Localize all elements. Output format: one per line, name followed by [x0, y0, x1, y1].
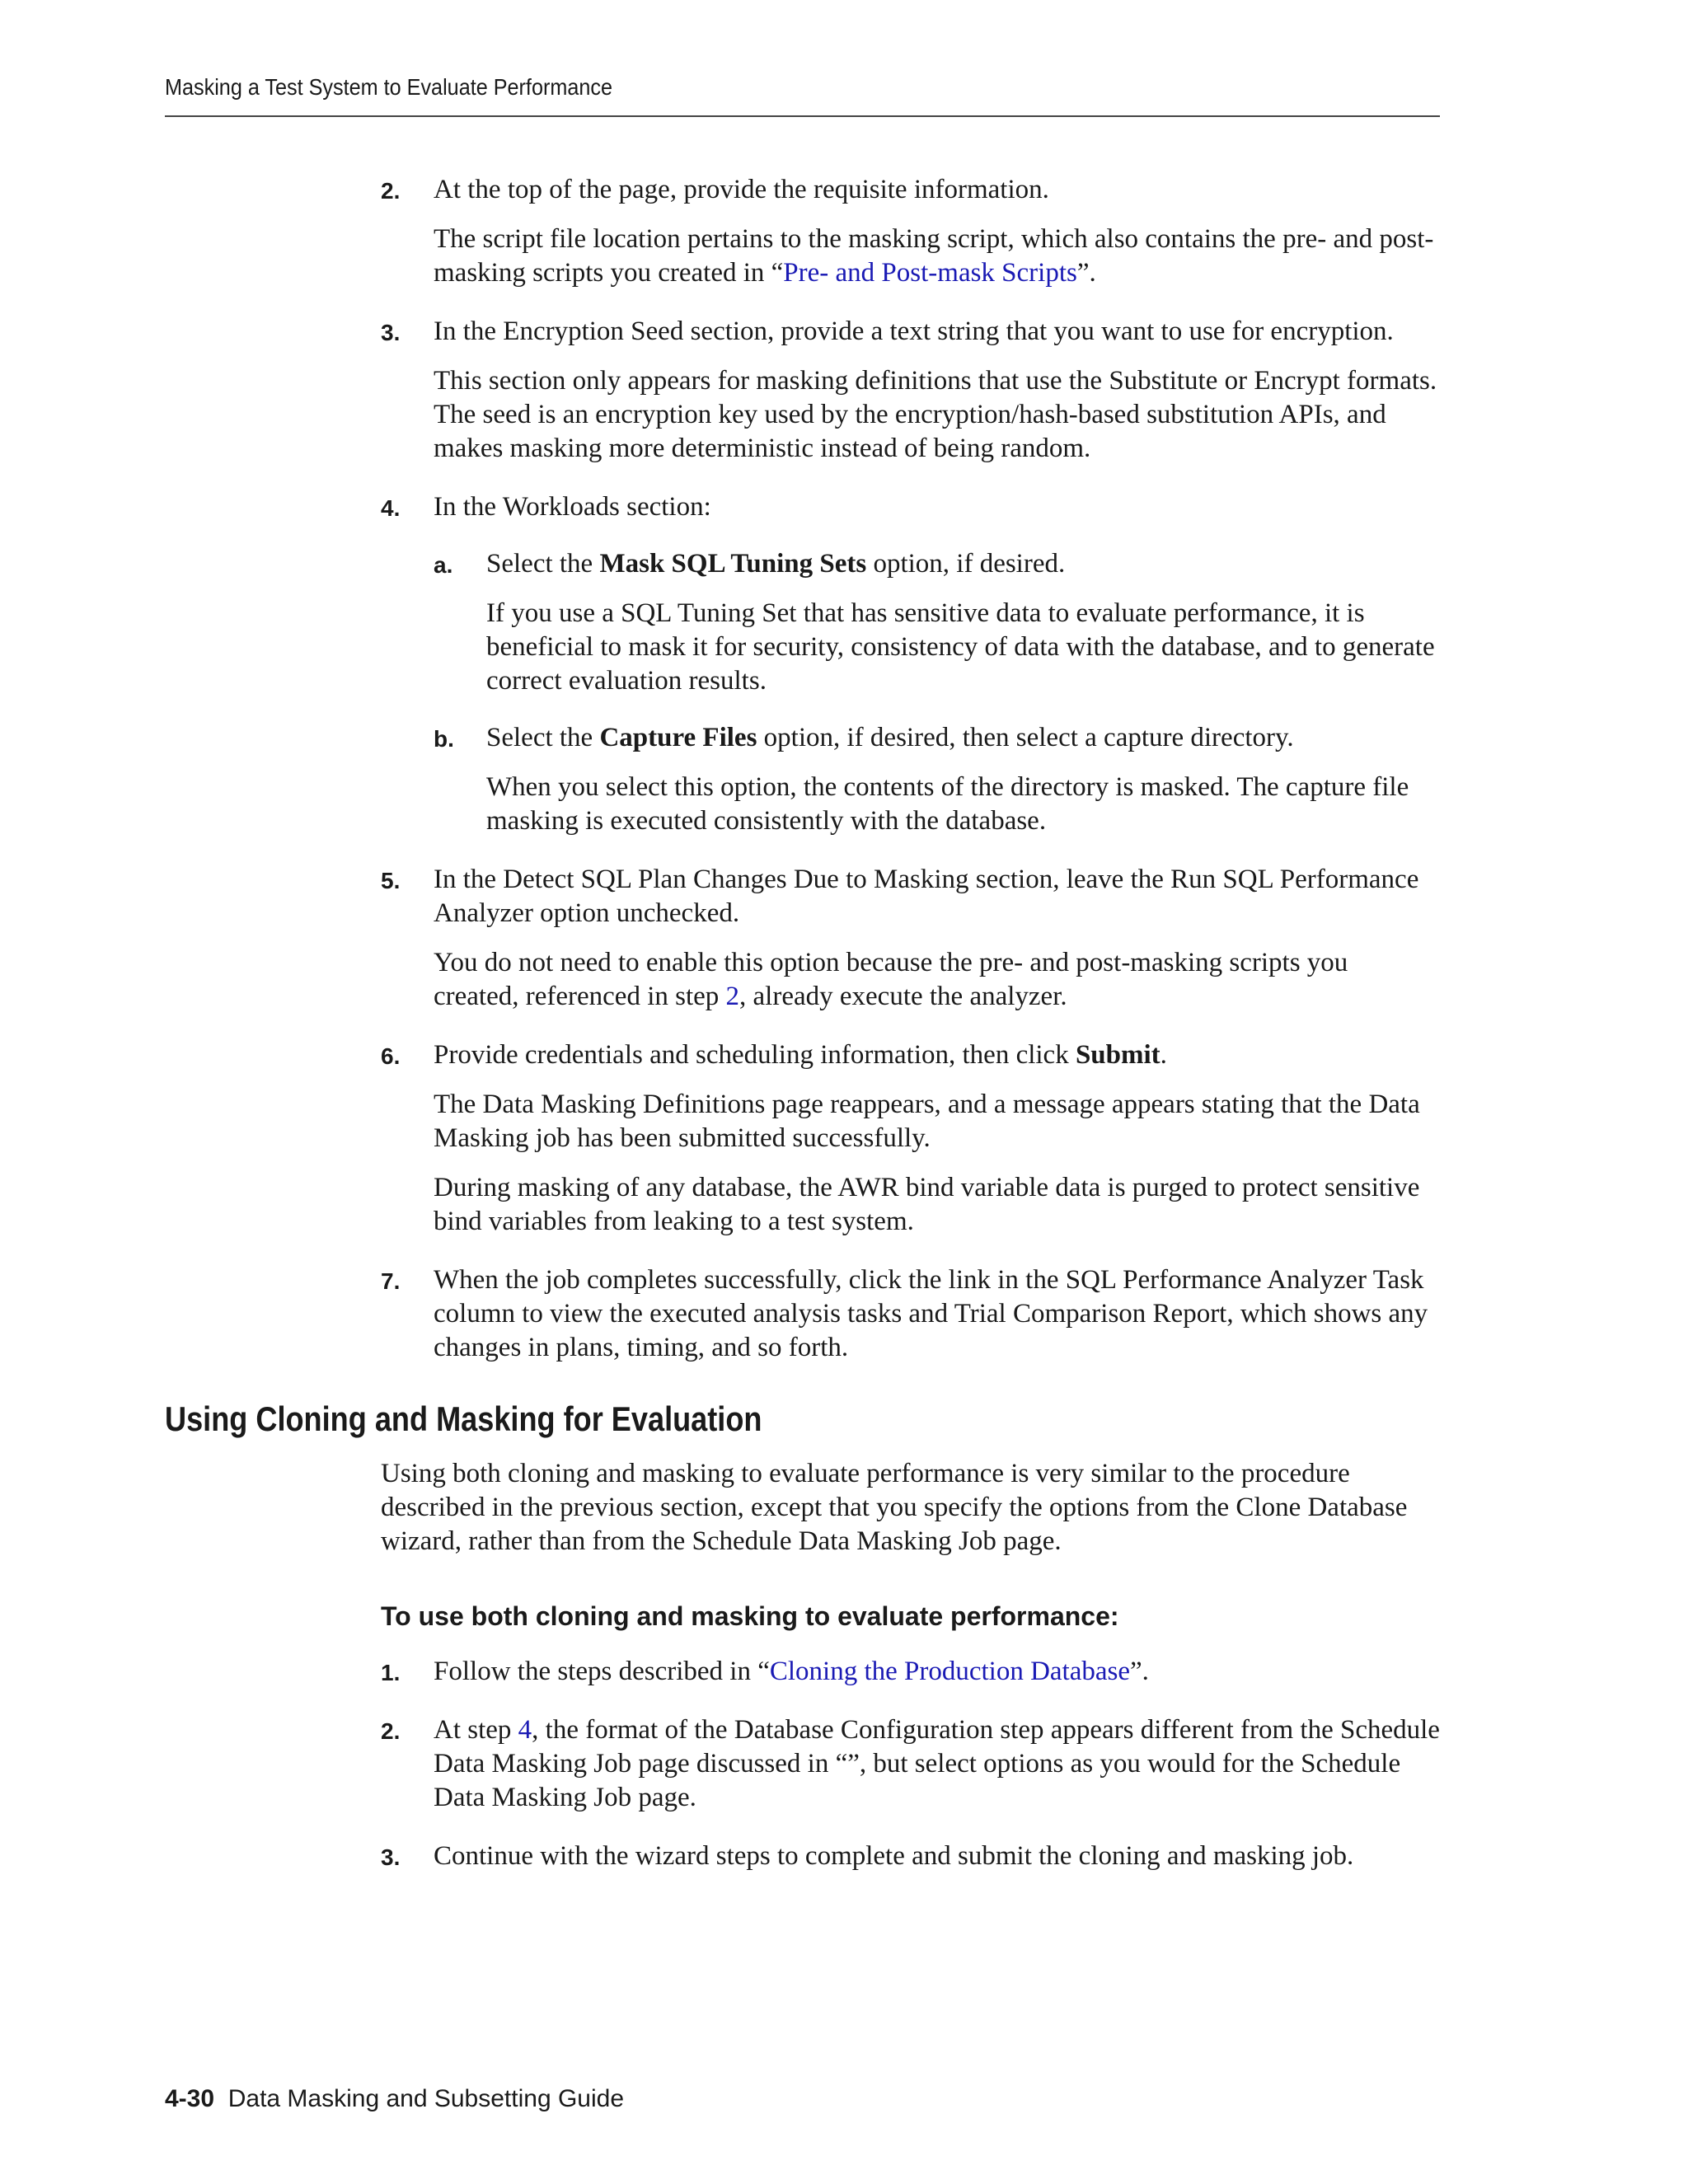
step-number: 6. — [381, 1043, 401, 1069]
substep-letter: b. — [434, 726, 454, 752]
text-run: ”. — [1076, 258, 1096, 288]
substep-a — [434, 547, 1440, 698]
substep-explanation: When you select this option, the contents of the directory is masked. The capture file masking is executed consistently with the database. — [486, 772, 1409, 836]
step-text — [434, 1038, 1440, 1072]
text-run: Provide credentials and scheduling information, then click — [434, 1040, 1076, 1070]
text-run: ”. — [1130, 1657, 1149, 1686]
step-explanation — [434, 946, 1440, 1014]
text-run: . — [1160, 1040, 1167, 1070]
step-7 — [381, 1263, 1440, 1365]
substeps-list — [434, 547, 1440, 838]
link-step-4[interactable]: 4 — [518, 1715, 532, 1745]
clone-step-1 — [381, 1655, 1440, 1689]
page-footer — [165, 2085, 624, 2113]
step-text: In the Workloads section: — [434, 492, 711, 522]
link-cloning-production-database[interactable]: Cloning the Production Database — [769, 1657, 1131, 1686]
substep-text — [486, 721, 1440, 755]
step-explanation — [434, 223, 1440, 290]
ui-term-capture-files: Capture Files — [599, 723, 757, 752]
step-number: 1. — [381, 1660, 401, 1685]
text-run: Select the — [486, 723, 600, 752]
text-run: Follow the steps described in “ — [434, 1657, 770, 1686]
step-2 — [381, 173, 1440, 290]
running-header: Masking a Test System to Evaluate Performance — [165, 74, 612, 100]
step-text: In the Encryption Seed section, provide a text string that you want to use for encryption. — [434, 316, 1394, 346]
text-run: You do not need to enable this option because the pre- and post-masking scripts you created, referenced in step — [434, 948, 1348, 1011]
step-text: In the Detect SQL Plan Changes Due to Masking section, leave the Run SQL Performance Analyzer option unchecked. — [434, 865, 1419, 928]
step-explanation: This section only appears for masking definitions that use the Substitute or Encrypt formats. The seed is an encryption key used by the encryption/hash-based substitution APIs, and makes masking more deterministic instead of being random. — [434, 366, 1437, 463]
page-number: 4-30 — [165, 2085, 215, 2112]
header-rule — [165, 115, 1440, 117]
step-text: Continue with the wizard steps to complete and submit the cloning and masking job. — [434, 1841, 1354, 1871]
ui-term-mask-sql-tuning-sets: Mask SQL Tuning Sets — [599, 549, 867, 579]
link-step-2[interactable]: 2 — [725, 982, 740, 1011]
step-text — [434, 1655, 1440, 1689]
substep-explanation: If you use a SQL Tuning Set that has sensitive data to evaluate performance, it is beneficial to mask it for security, consistency of data with the database, and to generate correct evaluation results. — [486, 598, 1435, 696]
text-run: At step — [434, 1715, 518, 1745]
step-3 — [381, 315, 1440, 466]
step-number: 7. — [381, 1268, 401, 1294]
book-title: Data Masking and Subsetting Guide — [227, 2085, 625, 2112]
step-6 — [381, 1038, 1440, 1239]
step-text: At the top of the page, provide the requisite information. — [434, 175, 1049, 204]
step-explanation: The Data Masking Definitions page reappears, and a message appears stating that the Data Masking job has been submitted successfully. — [434, 1090, 1420, 1153]
text-run: The script file location pertains to the masking script, which also contains the pre- and post-masking scripts you created in “ — [434, 224, 1434, 288]
section-intro: Using both cloning and masking to evaluate performance is very similar to the procedure described in the previous section, except that you specify the options from the Clone Database wizard, rather than from the Schedule Data Masking Job page. — [381, 1459, 1408, 1556]
section-heading: Using Cloning and Masking for Evaluation — [165, 1399, 762, 1438]
clone-step-3 — [381, 1840, 1440, 1873]
text-run: option, if desired. — [866, 549, 1066, 579]
step-4 — [381, 490, 1440, 838]
substep-text — [486, 547, 1440, 581]
clone-step-2 — [381, 1713, 1440, 1815]
text-run: , the format of the Database Configuration step appears different from the Schedule Data Masking Job page discussed in “”, but select options as you would for the Schedule Data Masking Job page. — [434, 1715, 1440, 1812]
step-number: 2. — [381, 1718, 401, 1744]
step-number: 2. — [381, 178, 401, 204]
procedure-heading: To use both cloning and masking to evaluate performance: — [381, 1601, 1119, 1631]
text-run: option, if desired, then select a capture directory. — [757, 723, 1294, 752]
text-run: , already execute the analyzer. — [739, 982, 1067, 1011]
step-number: 5. — [381, 868, 401, 893]
step-text — [434, 1713, 1440, 1815]
step-explanation: During masking of any database, the AWR bind variable data is purged to protect sensitive bind variables from leaking to a test system. — [434, 1173, 1420, 1236]
text-run: Select the — [486, 549, 600, 579]
section-body — [381, 1457, 1440, 1873]
step-5 — [381, 863, 1440, 1014]
page-content — [165, 173, 1440, 1898]
link-pre-post-mask-scripts[interactable]: Pre- and Post-mask Scripts — [783, 258, 1077, 288]
substep-letter: a. — [434, 552, 453, 578]
step-number: 3. — [381, 320, 401, 345]
step-number: 3. — [381, 1844, 401, 1870]
steps-list-masking — [381, 173, 1440, 1365]
step-number: 4. — [381, 495, 401, 521]
ui-term-submit: Submit — [1075, 1040, 1160, 1070]
step-text: When the job completes successfully, click the link in the SQL Performance Analyzer Task column to view the executed analysis tasks and Trial Comparison Report, which shows any changes in plans, timing, and so forth. — [434, 1265, 1428, 1362]
substep-b — [434, 721, 1440, 838]
